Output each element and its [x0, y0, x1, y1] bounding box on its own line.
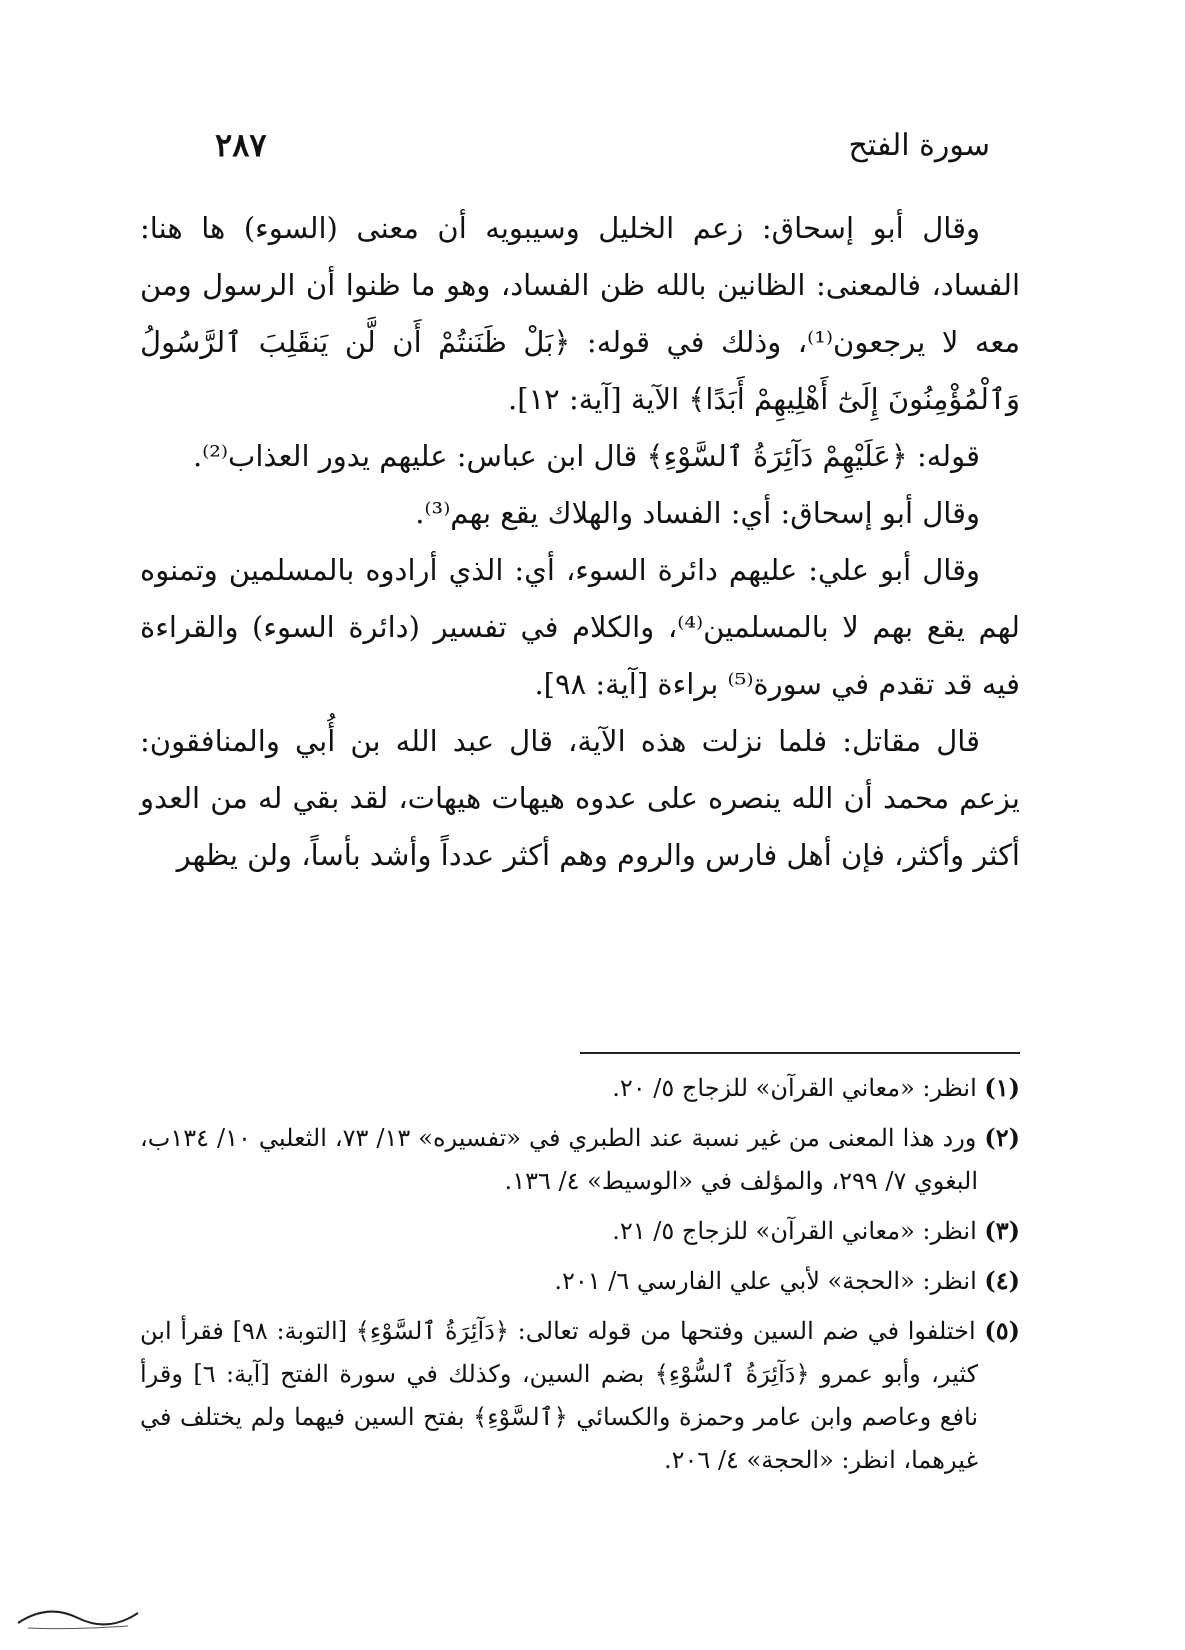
main-text: [140, 200, 1020, 884]
footnotes: [140, 1066, 1020, 1488]
logo-flourish-icon: [8, 1568, 148, 1638]
surah-title: سورة الفتح: [848, 127, 990, 163]
footnote-text: انظر: «معاني القرآن» للزجاج ٥/ ٢٠.: [612, 1074, 977, 1102]
footnote-2: [140, 1116, 1020, 1203]
footnote-number: (٢): [984, 1123, 1020, 1152]
publisher-logo: [8, 1568, 148, 1638]
page-header: [215, 120, 990, 170]
paragraph-3: وقال أبو إسحاق: أي: الفساد والهلاك يقع بهم⁽³⁾.: [415, 496, 980, 530]
footnote-divider: [580, 1052, 1020, 1054]
footnote-number: (٥): [984, 1316, 1021, 1345]
footnote-number: (٤): [984, 1266, 1020, 1295]
footnote-text: انظر: «معاني القرآن» للزجاج ٥/ ٢١.: [612, 1217, 977, 1245]
footnote-3: [140, 1209, 1020, 1253]
page-number: ٢٨٧: [215, 126, 267, 164]
footnote-text: اختلفوا في ضم السين وفتحها من قوله تعالى: ﴿دَآئِرَةُ ٱلسَّوْءِ﴾ [التوبة: ٩٨] فقرأ ابن كثير، وأبو عمرو ﴿دَآئِرَةُ ٱلسُّوْءِ﴾ بضم السين، وكذلك في سورة الفتح [آية: ٦] وقرأ نافع وعاصم وابن عامر وحمزة والكسائي ﴿ٱلسَّوْءِ﴾ بفتح السين فيهما ولم يختلف في غيرهما، انظر: «الحجة» ٤/ ٢٠٦.: [140, 1317, 978, 1474]
footnote-text: ورد هذا المعنى من غير نسبة عند الطبري في «تفسيره» ١٣/ ٧٣، الثعلبي ١٠/ ١٣٤ب، البغوي ٧/ ٢٩٩، والمؤلف في «الوسيط» ٤/ ١٣٦.: [140, 1124, 978, 1195]
footnote-text: انظر: «الحجة» لأبي علي الفارسي ٦/ ٢٠١.: [554, 1267, 977, 1295]
footnote-4: [140, 1259, 1020, 1303]
paragraph-4: وقال أبو علي: عليهم دائرة السوء، أي: الذي أرادوه بالمسلمين وتمنوه لهم يقع بهم لا بالمسلمين⁽⁴⁾، والكلام في تفسير (دائرة السوء) والقراءة فيه قد تقدم في سورة⁽⁵⁾ براءة [آية: ٩٨].: [140, 553, 1020, 701]
footnote-1: [140, 1066, 1020, 1110]
footnote-number: (٣): [984, 1216, 1020, 1245]
paragraph-2: قوله: ﴿عَلَيْهِمْ دَآئِرَةُ ٱلسَّوْءِ﴾ قال ابن عباس: عليهم يدور العذاب⁽²⁾.: [192, 439, 980, 473]
footnote-number: (١): [984, 1073, 1020, 1102]
footnote-5: [140, 1309, 1020, 1482]
paragraph-1: وقال أبو إسحاق: زعم الخليل وسيبويه أن معنى (السوء) ها هنا: الفساد، فالمعنى: الظانين بالله ظن الفساد، وهو ما ظنوا أن الرسول ومن معه لا يرجعون⁽¹⁾، وذلك في قوله: ﴿بَلْ ظَنَنتُمْ أَن لَّن يَنقَلِبَ ٱلرَّسُولُ وَٱلْمُؤْمِنُونَ إِلَىٰٓ أَهْلِيهِمْ أَبَدًا﴾ الآية [آية: ١٢].: [140, 211, 1020, 416]
paragraph-5: قال مقاتل: فلما نزلت هذه الآية، قال عبد الله بن أُبي والمنافقون: يزعم محمد أن الله ينصره على عدوه هيهات هيهات، لقد بقي له من العدو أكثر وأكثر، فإن أهل فارس والروم وهم أكثر عدداً وأشد بأساً، ولن يظهر: [140, 724, 1020, 872]
